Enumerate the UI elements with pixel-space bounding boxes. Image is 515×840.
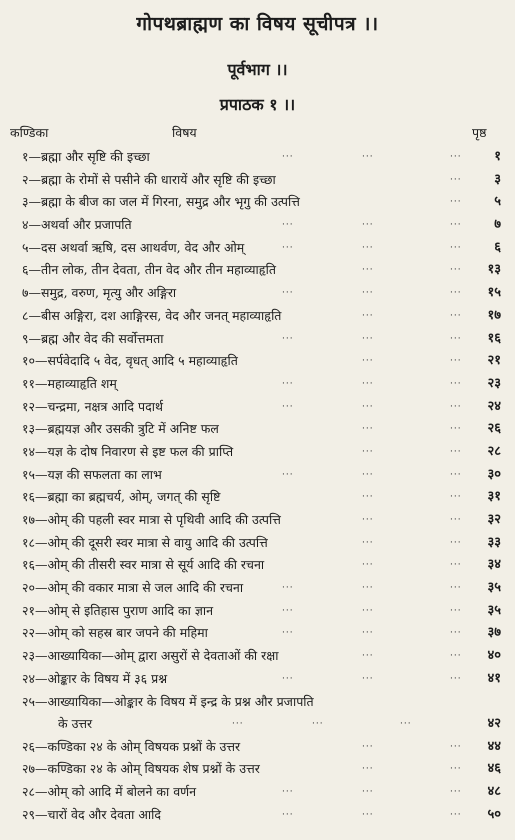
row-page-number: ४४ [487,738,501,754]
row-topic: २—ब्रह्मा के रोमों से पसीने की धारायें और सृष्टि की इच्छा [22,171,276,187]
column-header-page: पृष्ठ [472,125,487,140]
leader-dots: ··· [450,651,462,662]
leader-dots: ··· [450,378,462,389]
row-topic: २८—ओम् को आदि में बोलने का वर्णन [22,783,197,799]
leader-dots: ··· [450,492,462,503]
column-header-vishay: विषय [172,125,197,140]
leader-dots: ··· [362,401,374,412]
leader-dots: ··· [450,197,462,208]
leader-dots: ··· [362,333,374,344]
row-page-number: २४ [487,398,501,414]
row-topic: २५—आख्यायिका—ओङ्कार के विषय में इन्द्र के प्रश्न और प्रजापति [22,693,314,709]
row-topic: २९—चारों वेद और देवता आदि [22,806,162,822]
row-topic-continuation: के उत्तर [58,715,93,731]
contents-row [0,509,515,532]
leader-dots: ··· [362,242,374,253]
leader-dots: ··· [450,628,462,639]
contents-row [0,441,515,464]
row-page-number: ६ [494,239,501,255]
leader-dots: ··· [450,605,462,616]
leader-dots: ··· [362,741,374,752]
contents-row [0,169,515,192]
leader-dots: ··· [362,605,374,616]
contents-row [0,668,515,691]
contents-row [0,804,515,827]
row-page-number: २३ [487,375,501,391]
leader-dots: ··· [362,673,374,684]
leader-dots: ··· [450,446,462,457]
contents-row [0,736,515,759]
leader-dots: ··· [362,310,374,321]
row-topic: १६—ओम् की तीसरी स्वर मात्रा से सूर्य आदि की रचना [22,557,265,573]
leader-dots: ··· [362,424,374,435]
row-topic: १५—यज्ञ की सफलता का लाभ [22,466,162,482]
leader-dots: ··· [450,401,462,412]
row-page-number: १७ [487,307,501,323]
row-topic: २६—कण्डिका २४ के ओम् विषयक प्रश्नों के उत्तर [22,738,241,754]
contents-row [0,373,515,396]
row-page-number: ३० [487,466,501,482]
leader-dots: ··· [450,220,462,231]
leader-dots: ··· [362,651,374,662]
row-topic: १२—चन्द्रमा, नक्षत्र आदि पदार्थ [22,398,163,414]
leader-dots: ··· [362,288,374,299]
row-topic: ५—दस अथर्वा ऋषि, दस आथर्वण, वेद और ओम् [22,239,245,255]
leader-dots: ··· [362,809,374,820]
row-page-number: ३४ [487,557,501,573]
row-topic: ४—अथर्वा और प्रजापति [22,217,132,233]
row-topic: १—ब्रह्मा और सृष्टि की इच्छा [22,149,150,164]
leader-dots: ··· [400,718,412,729]
leader-dots: ··· [362,220,374,231]
row-page-number: ७ [494,217,501,233]
leader-dots: ··· [282,786,294,797]
leader-dots: ··· [362,469,374,480]
row-topic: १६—ब्रह्मा का ब्रह्मचर्य, ओम्, जगत् की सृष्टि [22,489,221,505]
leader-dots: ··· [282,220,294,231]
leader-dots: ··· [362,560,374,571]
leader-dots: ··· [362,265,374,276]
leader-dots: ··· [450,424,462,435]
contents-row [0,396,515,419]
leader-dots: ··· [362,764,374,775]
leader-dots: ··· [450,356,462,367]
row-page-number: २८ [487,443,501,459]
row-page-number: ५० [487,806,501,822]
row-topic: १०—सर्पवेदादि ५ वेद, वृधत् आदि ५ महाव्याहृति [22,353,238,369]
contents-row [0,350,515,373]
leader-dots: ··· [450,560,462,571]
row-page-number: ३५ [487,580,501,596]
leader-dots: ··· [450,786,462,797]
leader-dots: ··· [362,492,374,503]
leader-dots: ··· [450,741,462,752]
contents-row [0,600,515,623]
leader-dots: ··· [362,152,374,162]
row-page-number: ३३ [487,534,501,550]
leader-dots: ··· [282,583,294,594]
leader-dots: ··· [450,174,462,185]
leader-dots: ··· [362,786,374,797]
row-page-number: ४८ [487,783,501,799]
leader-dots: ··· [282,401,294,412]
row-topic: ६—तीन लोक, तीन देवता, तीन वेद और तीन महाव्याहृति [22,262,277,278]
row-topic: १३—ब्रह्मयज्ञ और उसकी त्रुटि में अनिष्ट फल [22,421,219,437]
leader-dots: ··· [362,446,374,457]
row-topic: २३—आख्यायिका—ओम् द्वारा असुरों से देवताओं की रक्षा [22,648,279,664]
row-page-number: ३१ [487,489,501,505]
contents-row [0,282,515,305]
row-topic: २१—ओम् से इतिहास पुराण आदि का ज्ञान [22,602,214,618]
leader-dots: ··· [450,469,462,480]
contents-row [0,328,515,351]
leader-dots: ··· [362,515,374,525]
row-topic: ७—समुद्र, वरुण, मृत्यु और अङ्गिरा [22,285,177,301]
row-page-number: ३२ [487,512,501,527]
row-page-number: २१ [487,353,501,369]
leader-dots: ··· [362,378,374,389]
row-page-number: ३ [494,171,501,187]
contents-row [0,191,515,214]
row-topic: २७—कण्डिका २४ के ओम् विषयक शेष प्रश्नों के उत्तर [22,761,260,777]
leader-dots: ··· [282,809,294,820]
row-topic: २२—ओम् को सहस्र बार जपने की महिमा [22,625,208,641]
row-topic: ९—ब्रह्म और वेद की सर्वोत्तमता [22,330,164,346]
row-topic: ३—ब्रह्मा के बीज का जल में गिरना, समुद्र और भृगु की उत्पत्ति [22,194,300,210]
leader-dots: ··· [450,515,462,525]
row-page-number: ३५ [487,602,501,618]
row-topic: ११—महाव्याहृति शम् [22,375,117,391]
contents-row [0,691,515,736]
contents-row [0,758,515,781]
leader-dots: ··· [450,809,462,820]
leader-dots: ··· [450,333,462,344]
row-topic: १८—ओम् की दूसरी स्वर मात्रा से वायु आदि की उत्पत्ति [22,534,268,550]
contents-row [0,781,515,804]
leader-dots: ··· [282,288,294,299]
section-subtitle: पूर्वभाग ।। [227,60,288,79]
leader-dots: ··· [362,628,374,639]
leader-dots: ··· [282,605,294,616]
leader-dots: ··· [450,152,462,162]
leader-dots: ··· [450,265,462,276]
contents-row [0,532,515,555]
row-page-number: १ [494,149,501,164]
contents-row [0,237,515,260]
contents-row [0,622,515,645]
contents-row [0,305,515,328]
leader-dots: ··· [450,764,462,775]
contents-row [0,486,515,509]
row-page-number: १५ [487,285,501,301]
leader-dots: ··· [450,310,462,321]
row-page-number: ४२ [487,715,501,731]
row-page-number: ४१ [487,670,501,686]
leader-dots: ··· [282,333,294,344]
leader-dots: ··· [362,537,374,548]
contents-row [0,259,515,282]
leader-dots: ··· [232,718,244,729]
row-topic: १४—यज्ञ के दोष निवारण से इष्ट फल की प्राप्ति [22,443,234,459]
leader-dots: ··· [282,469,294,480]
contents-row [0,464,515,487]
row-page-number: ३७ [487,625,501,641]
contents-row [0,418,515,441]
leader-dots: ··· [312,718,324,729]
contents-row [0,146,515,169]
row-page-number: ५ [494,194,501,210]
row-topic: २४—ओङ्कार के विषय में ३६ प्रश्न [22,670,168,686]
row-topic: १७—ओम् की पहली स्वर मात्रा से पृथिवी आदि की उत्पत्ति [22,512,281,527]
leader-dots: ··· [450,673,462,684]
row-topic: ८—बीस अङ्गिरा, दश आङ्गिरस, वेद और जनत् महाव्याहृति [22,307,282,323]
row-page-number: १३ [487,262,501,278]
leader-dots: ··· [450,583,462,594]
leader-dots: ··· [282,378,294,389]
row-page-number: २६ [487,421,501,437]
chapter-heading: प्रपाठक १ ।। [219,95,296,114]
leader-dots: ··· [282,673,294,684]
contents-row [0,214,515,237]
leader-dots: ··· [450,537,462,548]
column-header-kandika: कण्डिका [10,125,49,140]
leader-dots: ··· [282,152,294,162]
leader-dots: ··· [282,242,294,253]
contents-row [0,645,515,668]
row-topic: २०—ओम् की वकार मात्रा से जल आदि की रचना [22,580,244,596]
row-page-number: ४६ [487,761,501,777]
leader-dots: ··· [362,583,374,594]
page-title: गोपथब्राह्मण का विषय सूचीपत्र ।। [136,13,379,35]
leader-dots: ··· [450,288,462,299]
leader-dots: ··· [362,356,374,367]
leader-dots: ··· [282,628,294,639]
contents-list [0,146,515,826]
row-page-number: १६ [487,330,501,346]
leader-dots: ··· [450,242,462,253]
row-page-number: ४० [487,648,501,664]
contents-row [0,577,515,600]
contents-row [0,554,515,577]
